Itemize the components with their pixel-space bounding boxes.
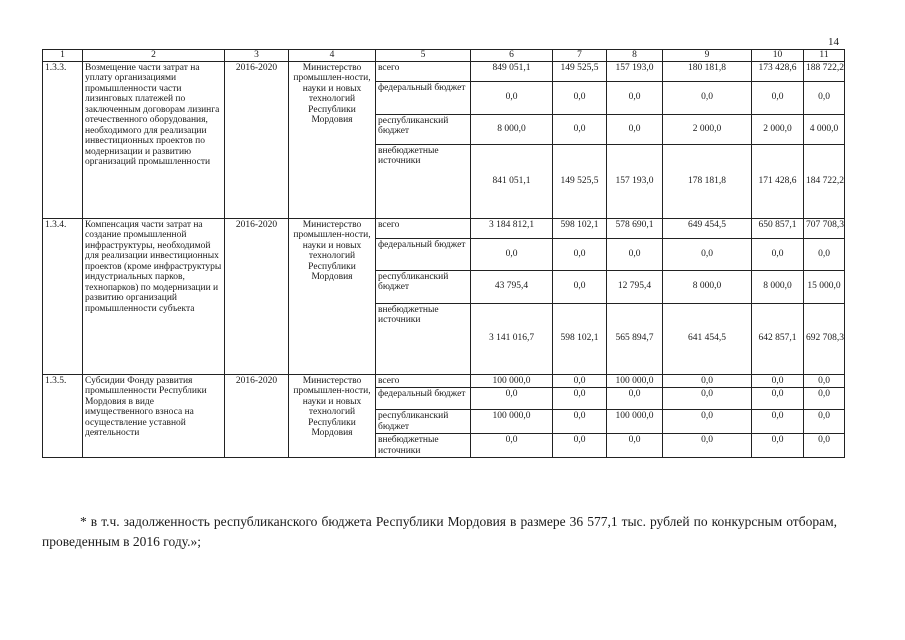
- item-code: 1.3.4.: [43, 218, 83, 374]
- value-cell: 0,0: [663, 434, 752, 458]
- value-cell: 0,0: [607, 114, 663, 144]
- value-cell: 0,0: [553, 388, 607, 410]
- value-cell: 642 857,1: [752, 303, 804, 374]
- item-code: 1.3.5.: [43, 374, 83, 458]
- value-cell: 100 000,0: [471, 410, 553, 434]
- value-cell: 0,0: [752, 434, 804, 458]
- value-cell: 184 722,2: [804, 144, 845, 218]
- value-cell: 0,0: [752, 238, 804, 270]
- page-number: 14: [828, 36, 839, 48]
- value-cell: 0,0: [804, 374, 845, 388]
- value-cell: 3 184 812,1: [471, 218, 553, 238]
- value-cell: 100 000,0: [607, 374, 663, 388]
- funding-source: федеральный бюджет: [376, 238, 471, 270]
- value-cell: 0,0: [553, 81, 607, 114]
- budget-table: [42, 49, 845, 458]
- funding-source: республиканский бюджет: [376, 114, 471, 144]
- funding-source: всего: [376, 374, 471, 388]
- value-cell: 565 894,7: [607, 303, 663, 374]
- value-cell: 0,0: [804, 434, 845, 458]
- value-cell: 649 454,5: [663, 218, 752, 238]
- value-cell: 0,0: [752, 388, 804, 410]
- table-row: [43, 374, 845, 388]
- value-cell: 0,0: [663, 388, 752, 410]
- value-cell: 4 000,0: [804, 114, 845, 144]
- item-executor: Министерство промышлен-ности, науки и новых технологий Республики Мордовия: [289, 61, 376, 218]
- value-cell: 149 525,5: [553, 61, 607, 81]
- value-cell: 15 000,0: [804, 270, 845, 303]
- value-cell: 0,0: [553, 434, 607, 458]
- funding-source: федеральный бюджет: [376, 388, 471, 410]
- value-cell: 598 102,1: [553, 218, 607, 238]
- column-header: 11: [804, 50, 845, 62]
- funding-source: внебюджетные источники: [376, 144, 471, 218]
- value-cell: 180 181,8: [663, 61, 752, 81]
- value-cell: 849 051,1: [471, 61, 553, 81]
- value-cell: 0,0: [553, 270, 607, 303]
- value-cell: 692 708,3: [804, 303, 845, 374]
- value-cell: 0,0: [752, 374, 804, 388]
- item-description: Субсидии Фонду развития промышленности Республики Мордовия в виде имущественного взноса на осуществление уставной деятельности: [83, 374, 225, 458]
- column-header: 6: [471, 50, 553, 62]
- value-cell: 0,0: [471, 434, 553, 458]
- value-cell: 0,0: [804, 238, 845, 270]
- item-description: Компенсация части затрат на создание промышленной инфраструктуры, необходимой для реализации инвестиционных проектов (кроме инфраструктуры индустриальных парков, технопарков) по модернизации и развитию организаций промышленности субъекта: [83, 218, 225, 374]
- value-cell: 0,0: [471, 238, 553, 270]
- value-cell: 0,0: [607, 81, 663, 114]
- column-header: 7: [553, 50, 607, 62]
- value-cell: 2 000,0: [663, 114, 752, 144]
- table-row: [43, 61, 845, 81]
- funding-source: внебюджетные источники: [376, 434, 471, 458]
- item-code: 1.3.3.: [43, 61, 83, 218]
- value-cell: 0,0: [471, 81, 553, 114]
- value-cell: 178 181,8: [663, 144, 752, 218]
- value-cell: 0,0: [607, 238, 663, 270]
- column-header: 5: [376, 50, 471, 62]
- value-cell: 641 454,5: [663, 303, 752, 374]
- column-header: 4: [289, 50, 376, 62]
- funding-source: республиканский бюджет: [376, 270, 471, 303]
- value-cell: 0,0: [752, 410, 804, 434]
- value-cell: 841 051,1: [471, 144, 553, 218]
- item-period: 2016-2020: [225, 61, 289, 218]
- value-cell: 188 722,2: [804, 61, 845, 81]
- value-cell: 0,0: [553, 374, 607, 388]
- value-cell: 3 141 016,7: [471, 303, 553, 374]
- column-header: 8: [607, 50, 663, 62]
- value-cell: 100 000,0: [471, 374, 553, 388]
- item-description: Возмещение части затрат на уплату организациями промышленности части лизинговых платежей по заключенным договорам лизинга отечественного оборудования, необходимого для реализации инвестиционных проектов по модернизации и развитию организаций промышленности: [83, 61, 225, 218]
- funding-source: всего: [376, 218, 471, 238]
- value-cell: 0,0: [663, 238, 752, 270]
- funding-source: республиканский бюджет: [376, 410, 471, 434]
- value-cell: 0,0: [471, 388, 553, 410]
- funding-source: федеральный бюджет: [376, 81, 471, 114]
- value-cell: 0,0: [607, 388, 663, 410]
- value-cell: 157 193,0: [607, 61, 663, 81]
- funding-source: всего: [376, 61, 471, 81]
- value-cell: 598 102,1: [553, 303, 607, 374]
- item-executor: Министерство промышлен-ности, науки и новых технологий Республики Мордовия: [289, 218, 376, 374]
- value-cell: 100 000,0: [607, 410, 663, 434]
- footnote: * в т.ч. задолженность республиканского бюджета Республики Мордовия в размере 36 577,1 тыс. рублей по конкурсным отборам, проведенным в 2016 году.»;: [42, 514, 837, 549]
- value-cell: 0,0: [663, 374, 752, 388]
- value-cell: 578 690,1: [607, 218, 663, 238]
- column-header: 2: [83, 50, 225, 62]
- funding-source: внебюджетные источники: [376, 303, 471, 374]
- value-cell: 0,0: [553, 114, 607, 144]
- table-row: [43, 218, 845, 238]
- value-cell: 0,0: [804, 81, 845, 114]
- value-cell: 0,0: [553, 410, 607, 434]
- value-cell: 171 428,6: [752, 144, 804, 218]
- column-header: 1: [43, 50, 83, 62]
- value-cell: 0,0: [804, 410, 845, 434]
- column-header: 9: [663, 50, 752, 62]
- value-cell: 8 000,0: [471, 114, 553, 144]
- value-cell: 149 525,5: [553, 144, 607, 218]
- value-cell: 0,0: [663, 410, 752, 434]
- value-cell: 0,0: [553, 238, 607, 270]
- value-cell: 0,0: [663, 81, 752, 114]
- value-cell: 8 000,0: [663, 270, 752, 303]
- value-cell: 8 000,0: [752, 270, 804, 303]
- value-cell: 650 857,1: [752, 218, 804, 238]
- header-row: [43, 50, 845, 62]
- value-cell: 0,0: [752, 81, 804, 114]
- item-period: 2016-2020: [225, 374, 289, 458]
- value-cell: 157 193,0: [607, 144, 663, 218]
- value-cell: 43 795,4: [471, 270, 553, 303]
- column-header: 3: [225, 50, 289, 62]
- value-cell: 173 428,6: [752, 61, 804, 81]
- value-cell: 12 795,4: [607, 270, 663, 303]
- value-cell: 707 708,3: [804, 218, 845, 238]
- value-cell: 0,0: [607, 434, 663, 458]
- item-executor: Министерство промышлен-ности, науки и новых технологий Республики Мордовия: [289, 374, 376, 458]
- value-cell: 0,0: [804, 388, 845, 410]
- item-period: 2016-2020: [225, 218, 289, 374]
- column-header: 10: [752, 50, 804, 62]
- value-cell: 2 000,0: [752, 114, 804, 144]
